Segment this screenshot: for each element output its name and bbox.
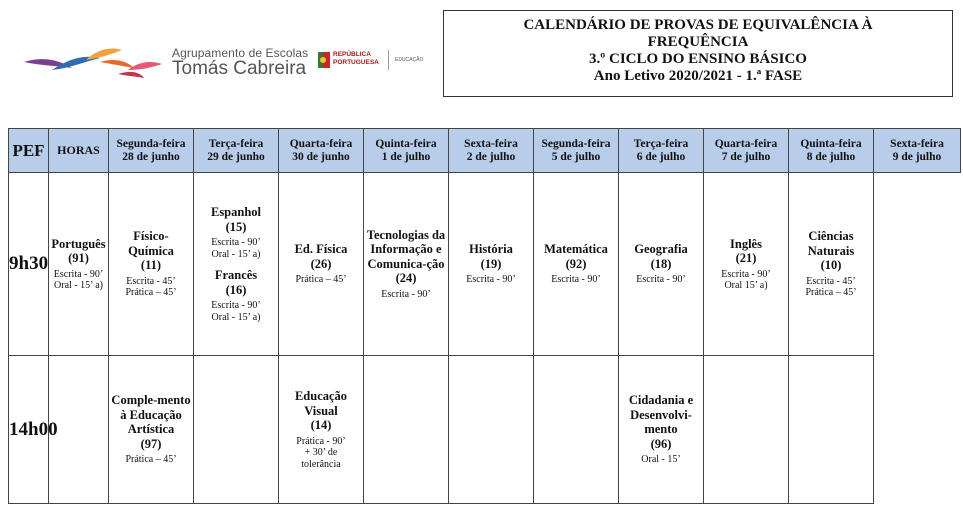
pef-label: PEF: [9, 129, 49, 173]
exam-cell: Comple-mento à Educação Artística (97) Prática – 45’: [109, 356, 194, 504]
day-header: Quarta-feira 7 de julho: [704, 129, 789, 173]
exam-cell: Ciências Naturais (10) Escrita - 45’ Prática – 45’: [789, 173, 874, 356]
exam-cell: História (19) Escrita - 90’: [449, 173, 534, 356]
exam-cell: Inglês (21) Escrita - 90’ Oral 15’ a): [704, 173, 789, 356]
republic-label: REPÚBLICA PORTUGUESA: [333, 51, 379, 66]
title-line1: CALENDÁRIO DE PROVAS DE EQUIVALÊNCIA À: [523, 17, 873, 33]
title-box: [443, 10, 953, 97]
day-header: Sexta-feira 9 de julho: [874, 129, 961, 173]
exam-cell: Tecnologias da Informação e Comunica-ção (24) Escrita - 90’: [364, 173, 449, 356]
afternoon-row: [9, 356, 961, 504]
morning-row: [9, 173, 961, 356]
day-header: Sexta-feira 2 de julho: [449, 129, 534, 173]
empty-cell: [364, 356, 449, 504]
day-header: Segunda-feira 28 de junho: [109, 129, 194, 173]
title-line4: Ano Letivo 2020/2021 - 1.ª FASE: [593, 68, 803, 84]
day-header: Quarta-feira 30 de junho: [279, 129, 364, 173]
title-line2: FREQUÊNCIA: [647, 34, 749, 50]
empty-cell: [704, 356, 789, 504]
time-slot-morning: 9h30: [9, 173, 49, 356]
republic-emblem-icon: [318, 52, 330, 68]
header-row: [9, 129, 961, 173]
exam-cell: Físico-Química (11) Escrita - 45’ Prática – 45’: [109, 173, 194, 356]
exam-cell: Geografia (18) Escrita - 90’: [619, 173, 704, 356]
empty-cell: [534, 356, 619, 504]
exam-cell: Ed. Física (26) Prática – 45’: [279, 173, 364, 356]
exam-schedule-table: [8, 128, 961, 504]
exam-cell: Cidadania e Desenvolvi-mento (96) Oral - 15’: [619, 356, 704, 504]
empty-cell: [789, 356, 874, 504]
school-name-line1: Agrupamento de Escolas: [172, 46, 309, 60]
school-emblem-icon: [22, 40, 172, 90]
day-header: Quinta-feira 8 de julho: [789, 129, 874, 173]
day-header: Segunda-feira 5 de julho: [534, 129, 619, 173]
exam-cell: Educação Visual (14) Prática - 90’ + 30’ de tolerância: [279, 356, 364, 504]
logo-divider: [388, 50, 389, 70]
day-header: Terça-feira 6 de julho: [619, 129, 704, 173]
title-line3: 3.º CICLO DO ENSINO BÁSICO: [589, 51, 807, 67]
exam-cell: Português (91) Escrita - 90’ Oral - 15’ a): [49, 173, 109, 356]
empty-cell: [194, 356, 279, 504]
time-slot-afternoon: 14h00: [9, 356, 49, 504]
empty-cell: [449, 356, 534, 504]
education-label: EDUCAÇÃO: [395, 57, 424, 63]
school-logo: [22, 40, 442, 90]
school-name-line2: Tomás Cabreira: [172, 58, 307, 79]
day-header: Terça-feira 29 de junho: [194, 129, 279, 173]
day-header: Quinta-feira 1 de julho: [364, 129, 449, 173]
horas-header: HORAS: [49, 129, 109, 173]
exam-cell: Espanhol (15) Escrita - 90’ Oral - 15’ a) Francês (16) Escrita - 90’ Oral - 15’ a): [194, 173, 279, 356]
exam-cell: Matemática (92) Escrita - 90’: [534, 173, 619, 356]
